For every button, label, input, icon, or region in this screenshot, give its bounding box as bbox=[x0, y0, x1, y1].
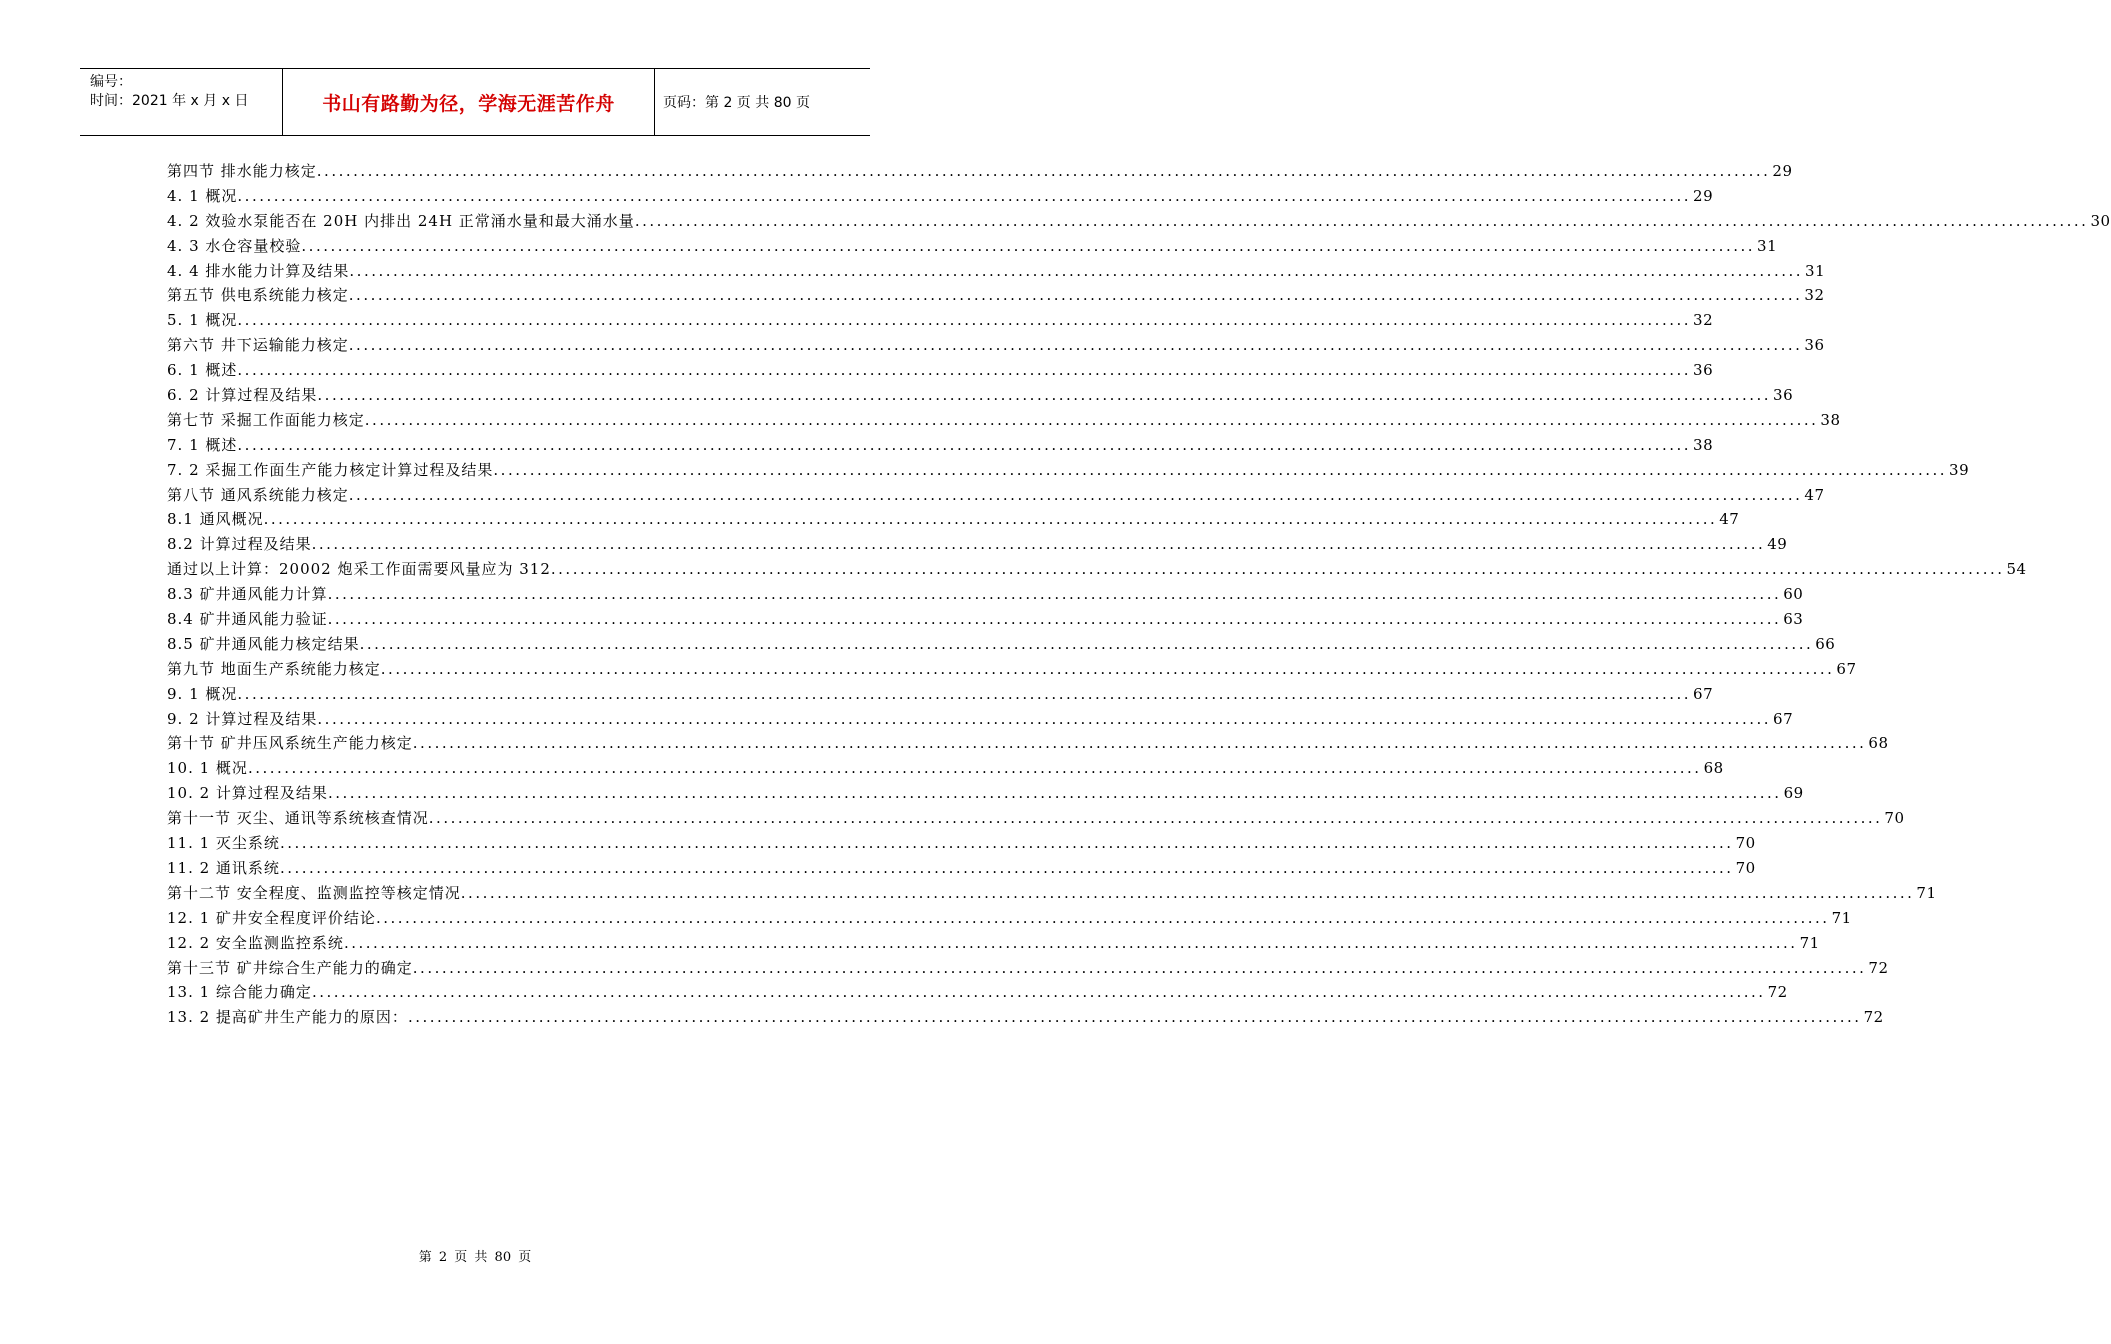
page-header bbox=[80, 68, 870, 136]
toc-dot-leader: ........................................................................................................................................................................................................ bbox=[237, 311, 1692, 330]
toc-entry[interactable] bbox=[167, 907, 1852, 932]
toc-entry-label: 6. 2 计算过程及结果 bbox=[167, 386, 318, 405]
toc-entry-label: 第十节 矿井压风系统生产能力核定 bbox=[167, 734, 413, 753]
toc-entry-page-number: 66 bbox=[1815, 634, 1836, 653]
toc-entry-page-number: 38 bbox=[1820, 410, 1841, 429]
toc-dot-leader: ........................................................................................................................................................................................................ bbox=[375, 908, 1830, 927]
table-of-contents bbox=[167, 160, 2111, 1031]
toc-entry-label: 8.1 通风概况 bbox=[167, 510, 264, 529]
toc-entry[interactable] bbox=[167, 857, 1756, 882]
toc-dot-leader: ........................................................................................................................................................................................................ bbox=[327, 784, 1782, 803]
toc-dot-leader: ........................................................................................................................................................................................................ bbox=[327, 610, 1782, 629]
toc-dot-leader: ........................................................................................................................................................................................................ bbox=[311, 535, 1766, 554]
toc-dot-leader: ........................................................................................................................................................................................................ bbox=[348, 336, 1803, 355]
toc-entry-page-number: 68 bbox=[1703, 759, 1724, 778]
toc-entry-page-number: 47 bbox=[1719, 510, 1740, 529]
toc-dot-leader: ........................................................................................................................................................................................................ bbox=[348, 286, 1803, 305]
toc-dot-leader: ........................................................................................................................................................................................................ bbox=[412, 958, 1867, 977]
toc-entry-label: 13. 2 提高矿井生产能力的原因： bbox=[167, 1008, 408, 1027]
toc-dot-leader: ........................................................................................................................................................................................................ bbox=[380, 659, 1835, 678]
toc-entry-label: 4. 4 排水能力计算及结果 bbox=[167, 261, 350, 280]
toc-dot-leader: ........................................................................................................................................................................................................ bbox=[412, 734, 1867, 753]
toc-entry[interactable] bbox=[167, 235, 1778, 260]
toc-entry-label: 4. 3 水仓容量校验 bbox=[167, 236, 302, 255]
toc-entry-page-number: 68 bbox=[1868, 734, 1889, 753]
toc-entry-page-number: 36 bbox=[1693, 361, 1714, 380]
toc-entry[interactable] bbox=[167, 558, 2027, 583]
toc-entry[interactable] bbox=[167, 484, 1825, 509]
toc-entry-label: 13. 1 综合能力确定 bbox=[167, 983, 312, 1002]
toc-entry-label: 第五节 供电系统能力核定 bbox=[167, 286, 349, 305]
toc-entry[interactable] bbox=[167, 359, 1714, 384]
toc-dot-leader: ........................................................................................................................................................................................................ bbox=[460, 883, 1915, 902]
toc-entry[interactable] bbox=[167, 508, 1740, 533]
toc-dot-leader: ........................................................................................................................................................................................................ bbox=[316, 162, 1771, 180]
toc-entry-label: 通过以上计算：20002 炮采工作面需要风量应为 312 bbox=[167, 560, 551, 579]
toc-entry[interactable] bbox=[167, 583, 1804, 608]
toc-entry-page-number: 36 bbox=[1804, 336, 1825, 355]
toc-entry-label: 第八节 通风系统能力核定 bbox=[167, 485, 349, 504]
toc-entry-page-number: 69 bbox=[1783, 784, 1804, 803]
toc-entry[interactable] bbox=[167, 533, 1788, 558]
toc-entry-page-number: 54 bbox=[2006, 560, 2027, 579]
toc-dot-leader: ........................................................................................................................................................................................................ bbox=[407, 1008, 1862, 1027]
toc-entry-page-number: 72 bbox=[1868, 958, 1889, 977]
toc-entry[interactable] bbox=[167, 683, 1714, 708]
toc-dot-leader: ........................................................................................................................................................................................................ bbox=[493, 460, 1948, 479]
number-label: 编号： bbox=[90, 74, 132, 90]
toc-dot-leader: ........................................................................................................................................................................................................ bbox=[247, 759, 1702, 778]
toc-dot-leader: ........................................................................................................................................................................................................ bbox=[237, 684, 1692, 703]
toc-entry[interactable] bbox=[167, 708, 1794, 733]
toc-dot-leader: ........................................................................................................................................................................................................ bbox=[349, 261, 1804, 280]
toc-entry[interactable] bbox=[167, 732, 1889, 757]
toc-entry-label: 4. 1 概况 bbox=[167, 186, 238, 205]
toc-entry[interactable] bbox=[167, 782, 1804, 807]
toc-entry-label: 第九节 地面生产系统能力核定 bbox=[167, 659, 381, 678]
toc-entry-label: 9. 2 计算过程及结果 bbox=[167, 709, 318, 728]
toc-entry-page-number: 47 bbox=[1804, 485, 1825, 504]
date-label: 时间：2021 年 x 月 x 日 bbox=[90, 93, 249, 109]
toc-dot-leader: ........................................................................................................................................................................................................ bbox=[634, 211, 2089, 230]
toc-entry-page-number: 31 bbox=[1805, 261, 1826, 280]
toc-dot-leader: ........................................................................................................................................................................................................ bbox=[428, 809, 1883, 828]
toc-entry-label: 第十三节 矿井综合生产能力的确定 bbox=[167, 958, 413, 977]
toc-entry-label: 9. 1 概况 bbox=[167, 684, 238, 703]
toc-dot-leader: ........................................................................................................................................................................................................ bbox=[237, 186, 1692, 205]
toc-entry-label: 第十二节 安全程度、监测监控等核定情况 bbox=[167, 883, 461, 902]
toc-entry-page-number: 32 bbox=[1693, 311, 1714, 330]
toc-entry-label: 12. 1 矿井安全程度评价结论 bbox=[167, 908, 376, 927]
toc-dot-leader: ........................................................................................................................................................................................................ bbox=[237, 361, 1692, 380]
toc-dot-leader: ........................................................................................................................................................................................................ bbox=[327, 585, 1782, 604]
toc-entry[interactable] bbox=[167, 185, 1714, 210]
toc-dot-leader: ........................................................................................................................................................................................................ bbox=[359, 634, 1814, 653]
toc-dot-leader: ........................................................................................................................................................................................................ bbox=[343, 933, 1798, 952]
toc-entry-page-number: 29 bbox=[1693, 186, 1714, 205]
toc-entry-label: 10. 1 概况 bbox=[167, 759, 248, 778]
toc-entry-label: 11. 2 通讯系统 bbox=[167, 858, 280, 877]
toc-entry-label: 第七节 采掘工作面能力核定 bbox=[167, 410, 365, 429]
toc-entry-page-number: 70 bbox=[1735, 858, 1756, 877]
toc-dot-leader: ........................................................................................................................................................................................................ bbox=[263, 510, 1718, 529]
toc-dot-leader: ........................................................................................................................................................................................................ bbox=[279, 858, 1734, 877]
toc-entry-page-number: 67 bbox=[1693, 684, 1714, 703]
toc-entry[interactable] bbox=[167, 932, 1820, 957]
toc-entry-page-number: 71 bbox=[1831, 908, 1852, 927]
toc-entry-label: 第十一节 灭尘、通讯等系统核查情况 bbox=[167, 809, 429, 828]
toc-entry-label: 8.3 矿井通风能力计算 bbox=[167, 585, 328, 604]
toc-entry[interactable] bbox=[167, 334, 1825, 359]
toc-entry-page-number: 67 bbox=[1836, 659, 1857, 678]
toc-entry[interactable] bbox=[167, 260, 1826, 285]
toc-entry-page-number: 70 bbox=[1884, 809, 1905, 828]
toc-entry-page-number: 36 bbox=[1773, 386, 1794, 405]
toc-entry-page-number: 49 bbox=[1767, 535, 1788, 554]
toc-entry-page-number: 32 bbox=[1804, 286, 1825, 305]
toc-entry-label: 12. 2 安全监测监控系统 bbox=[167, 933, 344, 952]
toc-entry[interactable] bbox=[167, 658, 1857, 683]
toc-entry-page-number: 63 bbox=[1783, 610, 1804, 629]
toc-entry-page-number: 67 bbox=[1773, 709, 1794, 728]
toc-entry-label: 4. 2 效验水泵能否在 20H 内排出 24H 正常涌水量和最大涌水量 bbox=[167, 211, 635, 230]
toc-entry-label: 8.5 矿井通风能力核定结果 bbox=[167, 634, 360, 653]
toc-entry[interactable] bbox=[167, 309, 1714, 334]
toc-entry-page-number: 60 bbox=[1783, 585, 1804, 604]
toc-entry[interactable] bbox=[167, 608, 1804, 633]
toc-entry-page-number: 29 bbox=[1772, 162, 1793, 180]
toc-dot-leader: ........................................................................................................................................................................................................ bbox=[311, 983, 1766, 1002]
toc-entry[interactable] bbox=[167, 284, 1825, 309]
page-footer: 第 2 页 共 80 页 bbox=[418, 1250, 532, 1265]
toc-entry[interactable] bbox=[167, 459, 1970, 484]
toc-entry[interactable] bbox=[167, 633, 1836, 658]
toc-entry-label: 11. 1 灭尘系统 bbox=[167, 834, 280, 853]
toc-entry[interactable] bbox=[167, 807, 1905, 832]
toc-entry-page-number: 71 bbox=[1916, 883, 1937, 902]
toc-entry-label: 7. 2 采掘工作面生产能力核定计算过程及结果 bbox=[167, 460, 494, 479]
toc-entry-page-number: 31 bbox=[1757, 236, 1778, 255]
toc-entry[interactable] bbox=[167, 981, 1788, 1006]
header-page-info: 页码：第 2 页 共 80 页 bbox=[663, 95, 810, 111]
header-motto: 书山有路勤为径，学海无涯苦作舟 bbox=[283, 69, 655, 135]
toc-dot-leader: ........................................................................................................................................................................................................ bbox=[550, 560, 2005, 579]
toc-entry[interactable] bbox=[167, 210, 2111, 235]
toc-dot-leader: ........................................................................................................................................................................................................ bbox=[301, 236, 1756, 255]
toc-entry[interactable] bbox=[167, 409, 1841, 434]
toc-entry-label: 10. 2 计算过程及结果 bbox=[167, 784, 328, 803]
toc-entry-label: 第四节 排水能力核定 bbox=[167, 162, 317, 180]
toc-entry-page-number: 38 bbox=[1693, 435, 1714, 454]
toc-entry-label: 7. 1 概述 bbox=[167, 435, 238, 454]
toc-entry[interactable] bbox=[167, 832, 1756, 857]
toc-entry-page-number: 30 bbox=[2090, 211, 2111, 230]
toc-dot-leader: ........................................................................................................................................................................................................ bbox=[348, 485, 1803, 504]
toc-entry-page-number: 70 bbox=[1735, 834, 1756, 853]
toc-entry[interactable] bbox=[167, 757, 1724, 782]
toc-dot-leader: ........................................................................................................................................................................................................ bbox=[364, 410, 1819, 429]
toc-entry[interactable] bbox=[167, 434, 1714, 459]
toc-entry-label: 8.4 矿井通风能力验证 bbox=[167, 610, 328, 629]
toc-entry-label: 第六节 井下运输能力核定 bbox=[167, 336, 349, 355]
toc-entry-page-number: 72 bbox=[1863, 1008, 1884, 1027]
toc-entry-page-number: 39 bbox=[1949, 460, 1970, 479]
header-meta bbox=[80, 69, 283, 135]
toc-entry-page-number: 71 bbox=[1799, 933, 1820, 952]
toc-entry-label: 8.2 计算过程及结果 bbox=[167, 535, 312, 554]
toc-entry[interactable] bbox=[167, 882, 1937, 907]
toc-entry-label: 6. 1 概述 bbox=[167, 361, 238, 380]
toc-dot-leader: ........................................................................................................................................................................................................ bbox=[317, 386, 1772, 405]
toc-entry-label: 5. 1 概况 bbox=[167, 311, 238, 330]
toc-entry-page-number: 72 bbox=[1767, 983, 1788, 1002]
toc-dot-leader: ........................................................................................................................................................................................................ bbox=[237, 435, 1692, 454]
toc-dot-leader: ........................................................................................................................................................................................................ bbox=[279, 834, 1734, 853]
toc-entry[interactable] bbox=[167, 1006, 1884, 1031]
toc-dot-leader: ........................................................................................................................................................................................................ bbox=[317, 709, 1772, 728]
toc-entry[interactable] bbox=[167, 160, 1793, 185]
toc-entry[interactable] bbox=[167, 384, 1794, 409]
toc-entry[interactable] bbox=[167, 957, 1889, 982]
